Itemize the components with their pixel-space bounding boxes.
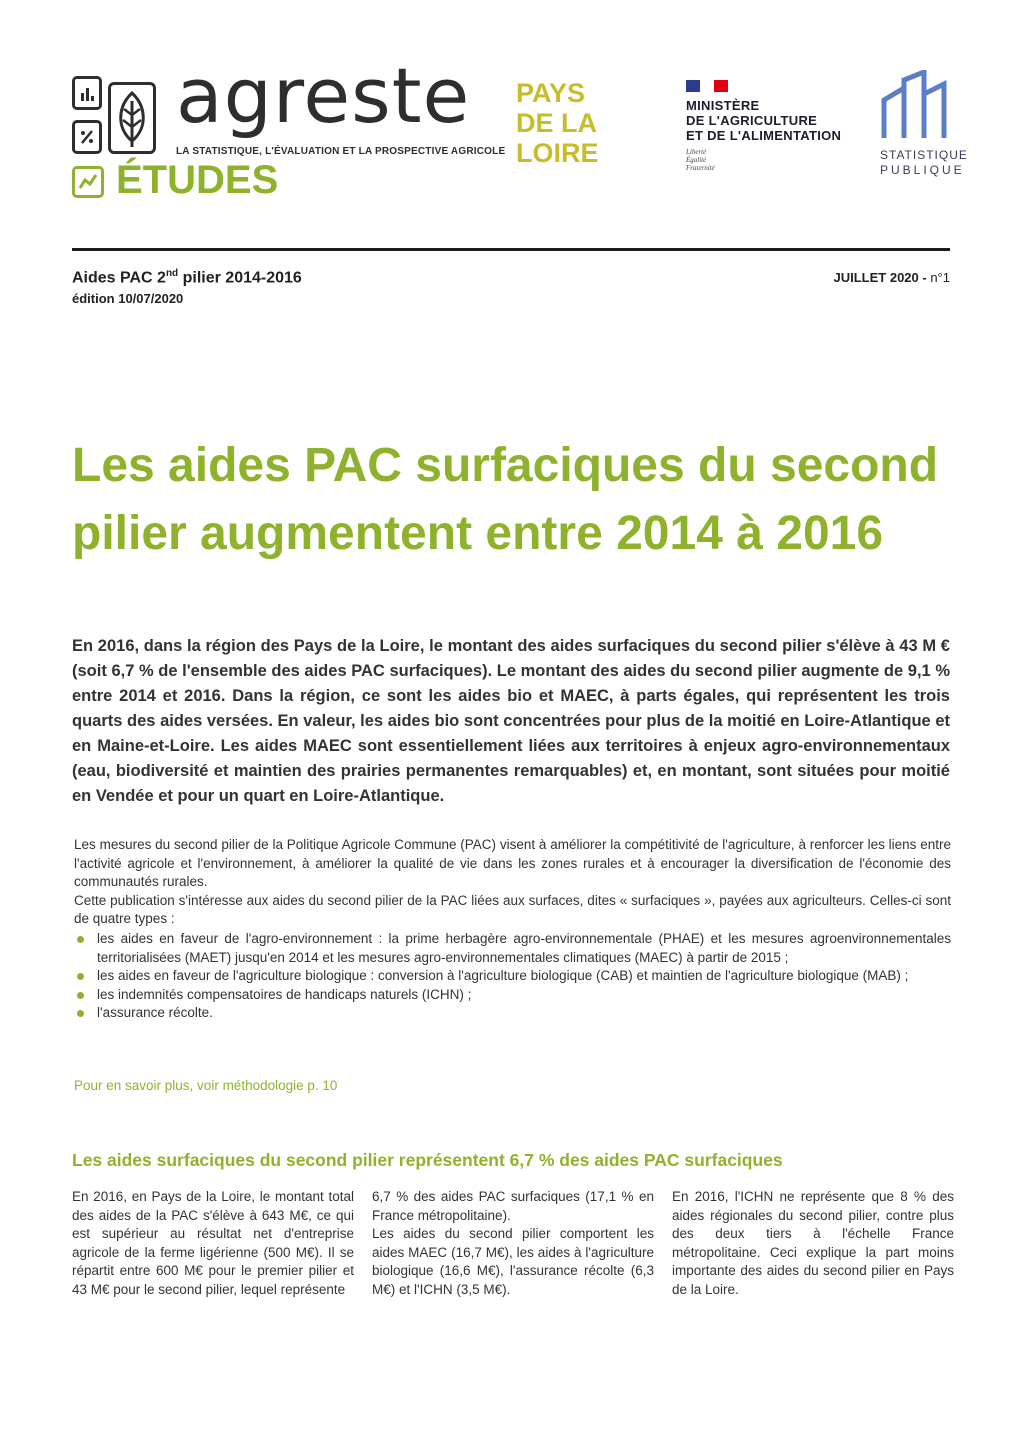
section-title: Les aides surfaciques du second pilier représentent 6,7 % des aides PAC surfaciques bbox=[72, 1150, 783, 1170]
headline-line: Les aides PAC surfaciques du second bbox=[72, 439, 939, 492]
list-item bbox=[74, 986, 951, 1005]
title-suffix: pilier 2014-2016 bbox=[178, 269, 302, 287]
list-item bbox=[74, 1004, 951, 1023]
aid-types-list bbox=[74, 930, 951, 1023]
motto-line: Égalité bbox=[686, 156, 707, 164]
bullet-icon bbox=[77, 973, 84, 980]
percent-box-icon bbox=[72, 120, 102, 154]
series-label: ÉTUDES bbox=[116, 158, 279, 202]
region-label bbox=[516, 78, 599, 168]
trend-icon bbox=[72, 166, 104, 198]
lead-paragraph: En 2016, dans la région des Pays de la Loire, le montant des aides surfaciques du second pilier s'élève à 43 M € (soit 6,7 % de l'ensemble des aides PAC surfaciques). Le montant des aides du second pilier augmente de 9,1 % entre 2014 et 2016. Dans la région, ce sont les aides bio et MAEC, à parts égales, qui représentent les trois quarts des aides versées. En valeur, les aides bio sont concentrées pour plus de la moitié en Loire-Atlantique et en Maine-et-Loire. Les aides MAEC sont essentiellement liées aux territoires à enjeux agro-environnementaux (eau, biodiversité et maintien des prairies permanentes remarquables) et, en montant, sont situées pour moitié en Vendée et pour un quart en Loire-Atlantique. bbox=[72, 637, 950, 805]
intro-paragraph: Les mesures du second pilier de la Politique Agricole Commune (PAC) visent à améliorer la compétitivité de l'agriculture, à renforcer les liens entre l'activité agricole et l'environnement, à améliorer la qualité de vie dans les zones rurales et à encourager la diversification de l'économie des communautés rurales. bbox=[74, 837, 951, 889]
bullet-icon bbox=[77, 992, 84, 999]
text-column-2 bbox=[372, 1188, 654, 1299]
ministry-line: MINISTÈRE bbox=[686, 98, 760, 113]
methodology-link[interactable]: Pour en savoir plus, voir méthodologie p. 10 bbox=[74, 1078, 338, 1093]
text-column-1: En 2016, en Pays de la Loire, le montant total des aides de la PAC s'élève à 643 M€, ce qui est supérieur au résultat net d'entreprise agricole de la ferme ligérienne (500 M€). Il se répartit entre 600 M€ pour le premier pilier et 43 M€ pour le second pilier, lequel représente bbox=[72, 1189, 354, 1297]
region-line: LOIRE bbox=[516, 138, 599, 168]
republic-motto bbox=[686, 148, 715, 172]
list-item bbox=[74, 967, 951, 986]
leaf-icon bbox=[108, 82, 156, 154]
region-line: PAYS bbox=[516, 78, 586, 108]
statistique-publique-icon bbox=[880, 70, 952, 142]
ministry-name bbox=[686, 98, 841, 143]
issue-info bbox=[834, 270, 950, 285]
motto-line: Liberté bbox=[686, 148, 707, 156]
agreste-logo-icons bbox=[72, 76, 164, 156]
title-prefix: Aides PAC 2 bbox=[72, 269, 166, 287]
column-paragraph: Les aides du second pilier comportent les aides MAEC (16,7 M€), les aides à l'agriculture biologique (16,6 M€), l'assurance récolte (6,3 M€) et l'ICHN (3,5 M€). bbox=[372, 1226, 654, 1297]
title-sup: nd bbox=[165, 268, 179, 279]
bullet-icon bbox=[77, 1010, 84, 1017]
issue-number: n°1 bbox=[930, 270, 950, 285]
ministry-line: DE L'AGRICULTURE bbox=[686, 113, 818, 128]
list-item-text: les aides en faveur de l'agriculture biologique : conversion à l'agriculture biologique (CAB) et maintien de l'agriculture biologique (MAB) ; bbox=[97, 968, 909, 983]
stat-line: STATISTIQUE bbox=[880, 148, 968, 162]
list-item-text: les indemnités compensatoires de handicaps naturels (ICHN) ; bbox=[97, 986, 472, 1002]
region-line: DE LA bbox=[516, 108, 597, 138]
intro-paragraph: Cette publication s'intéresse aux aides du second pilier de la PAC liées aux surfaces, dites « surfaciques », payées aux agriculteurs. Celles-ci sont de quatre types : bbox=[74, 892, 951, 926]
headline-line: pilier augmentent entre 2014 à 2016 bbox=[72, 507, 884, 560]
motto-line: Fraternité bbox=[686, 164, 715, 172]
ministry-line: ET DE L'ALIMENTATION bbox=[686, 128, 842, 143]
text-column-3: En 2016, l'ICHN ne représente que 8 % des aides régionales du second pilier, contre plus des deux tiers à l'échelle France métropolitaine. Ceci explique la part moins importante des aides du second pilier en Pays de la Loire. bbox=[672, 1189, 954, 1297]
brand-name: agreste bbox=[176, 51, 471, 140]
marianne-flag-icon bbox=[686, 80, 728, 92]
stat-line: PUBLIQUE bbox=[880, 163, 965, 177]
brand-tagline: LA STATISTIQUE, L'ÉVALUATION ET LA PROSPECTIVE AGRICOLE bbox=[176, 146, 506, 157]
publication-title bbox=[72, 268, 302, 287]
bullet-icon bbox=[77, 936, 84, 943]
header-rule bbox=[72, 248, 950, 251]
list-item bbox=[74, 930, 951, 967]
column-paragraph: 6,7 % des aides PAC surfaciques (17,1 % en France métropolitaine). bbox=[372, 1189, 654, 1223]
statistique-publique-label bbox=[880, 148, 968, 178]
edition-date: édition 10/07/2020 bbox=[72, 291, 184, 306]
chart-box-icon bbox=[72, 76, 102, 110]
intro-text bbox=[74, 836, 951, 929]
issue-date: JUILLET 2020 - bbox=[833, 270, 931, 285]
list-item-text: les aides en faveur de l'agro-environnement : la prime herbagère agro-environnementale (PHAE) et les mesures agroenvironnementales territorialisées (MAET) jusqu'en 2014 et les mesures agro-environnementales climatiques (MAEC) à partir de 2015 ; bbox=[97, 931, 951, 965]
list-item-text: l'assurance récolte. bbox=[97, 1005, 213, 1020]
page-headline bbox=[72, 432, 952, 568]
